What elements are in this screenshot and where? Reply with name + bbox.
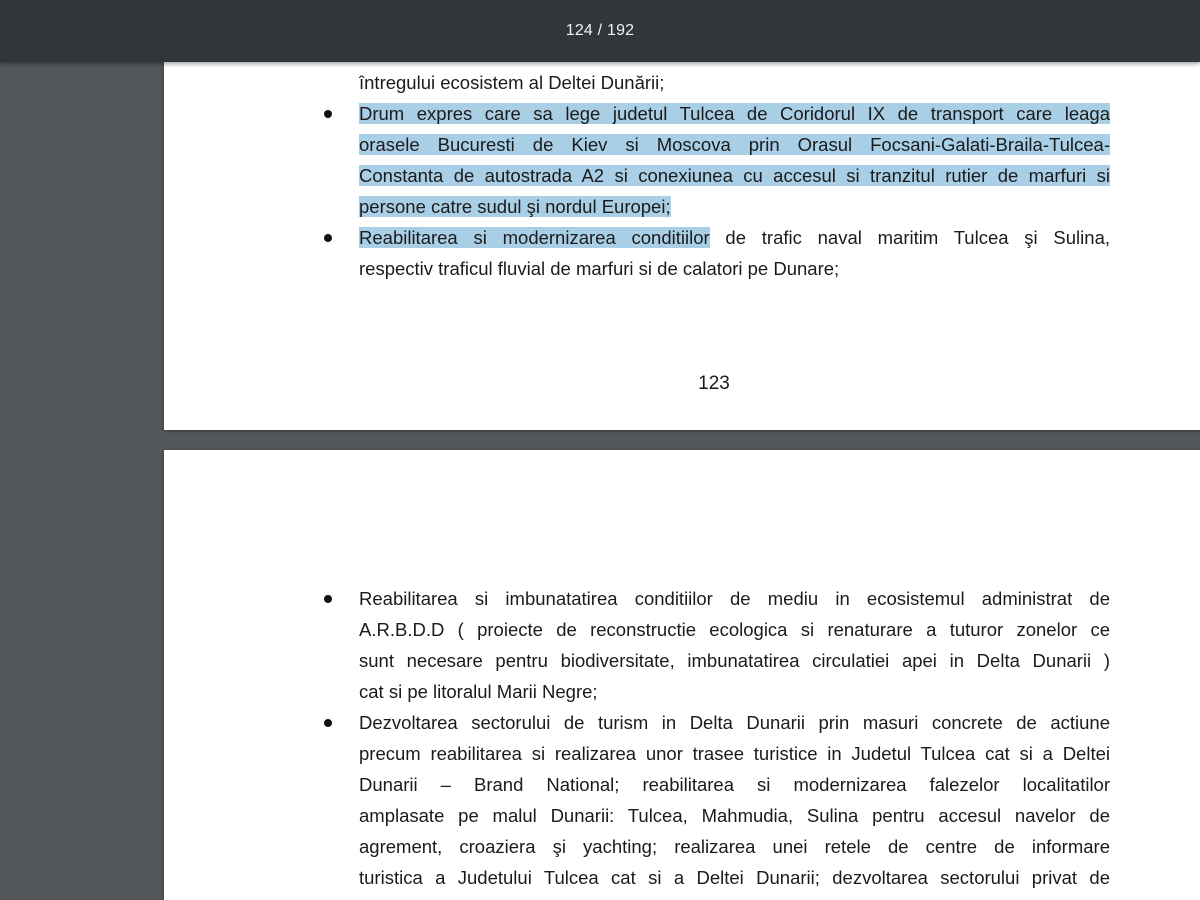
list-item-line: cat si pe litoralul Marii Negre; [359, 681, 598, 702]
list-item-line: amplasate pe malul Dunarii: Tulcea, Mahmudia, Sulina pentru accesul navelor de [359, 805, 1110, 826]
selected-text: orasele Bucuresti de Kiev si Moscova prin Orasul Focsani-Galati-Braila-Tulcea- [359, 134, 1110, 155]
page-number: 123 [698, 373, 730, 394]
list-item-line: A.R.B.D.D ( proiecte de reconstructie ecologica si renaturare a tuturor zonelor ce [359, 619, 1110, 640]
list-item-line: Reabilitarea si imbunatatirea conditiilor de mediu in ecosistemul administrat de [359, 588, 1110, 609]
list-item-line: turistica a Judetului Tulcea cat si a Deltei Dunarii; dezvoltarea sectorului privat de [359, 867, 1110, 888]
list-item-line: precum reabilitarea si realizarea unor trasee turistice in Judetul Tulcea cat si a Deltei [359, 743, 1110, 764]
list-item-line: agrement, croaziera şi yachting; realizarea unei retele de centre de informare [359, 836, 1110, 857]
unselected-text: de trafic naval maritim Tulcea şi Sulina, [709, 227, 1110, 248]
page-a-text [359, 67, 1110, 284]
list-item-line: Dezvoltarea sectorului de turism in Delta Dunarii prin masuri concrete de actiune [359, 712, 1110, 733]
list-item [359, 98, 1110, 222]
page-indicator[interactable]: 124 / 192 [565, 22, 635, 39]
selected-text: Constanta de autostrada A2 si conexiunea cu accesul si tranzitul rutier de marfuri si [359, 165, 1110, 186]
selected-text: Drum expres care sa lege judetul Tulcea de Coridorul IX de transport care leaga [359, 103, 1110, 124]
list-item-line [359, 191, 1110, 222]
list-item-line: sunt necesare pentru biodiversitate, imbunatatirea circulatiei apei in Delta Dunarii ) [359, 650, 1110, 671]
pdf-page-123 [164, 62, 1200, 430]
list-item-line [359, 129, 1110, 160]
selected-text: Reabilitarea si modernizarea conditiilor [359, 227, 710, 248]
bullet-dot [324, 719, 332, 727]
list-item-line [359, 98, 1110, 129]
list-item-line: respectiv traficul fluvial de marfuri si de calatori pe Dunare; [359, 258, 840, 279]
pdf-page-124 [164, 450, 1200, 900]
list-item [359, 222, 1110, 284]
selected-text: persone catre sudul şi nordul Europei; [359, 196, 671, 217]
page-b-text [359, 583, 1110, 893]
bullet-dot [324, 595, 332, 603]
list-item [359, 583, 1110, 707]
list-item-line [359, 160, 1110, 191]
viewer-toolbar [0, 0, 1200, 62]
bullet-dot [324, 110, 332, 118]
list-item-line [359, 222, 1110, 253]
continuation-line: întregului ecosistem al Deltei Dunării; [359, 72, 665, 93]
document-viewer[interactable] [0, 62, 1200, 900]
bullet-dot [324, 234, 332, 242]
list-item [359, 707, 1110, 893]
list-item-line: Dunarii – Brand National; reabilitarea si modernizarea falezelor localitatilor [359, 774, 1110, 795]
